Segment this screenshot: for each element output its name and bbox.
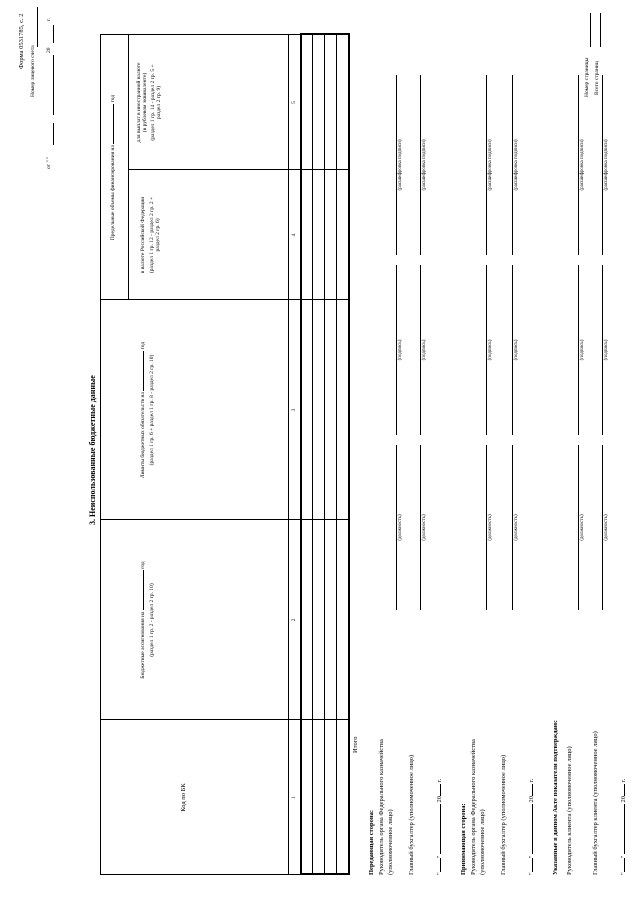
col-header-foreign: для выплат в иностранной валюте (в рублевом эквиваленте) (раздел 1 гр. 14 - раздел 2 гр. 5 + раздел 2 гр. 9) bbox=[136, 62, 162, 143]
receiving-title: Принимающая сторона: bbox=[460, 803, 467, 875]
receiving-head-label-b: (уполномоченное лицо) bbox=[479, 809, 486, 875]
receiving-head-signature-field[interactable] bbox=[486, 265, 487, 435]
total-label: Итого bbox=[352, 736, 359, 753]
date-month-field[interactable] bbox=[53, 55, 54, 115]
confirmation-head-position-field[interactable] bbox=[578, 445, 579, 610]
receiving-accountant-signature-field[interactable] bbox=[512, 265, 513, 435]
col-number-1: 1 bbox=[291, 796, 297, 799]
col-number-2: 2 bbox=[291, 618, 297, 622]
receiving-accountant-label: Главный бухгалтер (уполномоченное лицо) bbox=[500, 754, 507, 875]
date-year-prefix: 20 bbox=[46, 47, 52, 53]
group-header-financing: Предельные объемы финансирования на год bbox=[110, 94, 116, 241]
transferring-accountant-position-field[interactable] bbox=[420, 445, 421, 610]
form-number: Форма 0531785, с. 2 bbox=[18, 13, 25, 69]
receiving-head-position-field[interactable] bbox=[486, 445, 487, 610]
confirmation-accountant-decoding-field[interactable] bbox=[602, 75, 603, 255]
section-title: 3. Неиспользованные бюджетные данные bbox=[88, 375, 97, 525]
receiving-accountant-decoding-field[interactable] bbox=[512, 75, 513, 255]
confirmation-head-label: Руководитель клиента (уполномоченное лицо) bbox=[566, 746, 573, 875]
col-number-4: 4 bbox=[291, 233, 297, 237]
transferring-head-decoding-field[interactable] bbox=[396, 75, 397, 255]
col-header-rub: в валюте Российской Федерации (раздел 1 гр. 12 - раздел 2 гр. 2 + раздел 2 гр. 6) bbox=[140, 196, 161, 274]
transferring-head-signature-field[interactable] bbox=[396, 265, 397, 435]
date-day-field[interactable] bbox=[53, 123, 54, 145]
confirmation-accountant-signature-field[interactable] bbox=[602, 265, 603, 435]
col-number-3: 3 bbox=[291, 408, 297, 412]
transferring-accountant-signature-field[interactable] bbox=[420, 265, 421, 435]
confirmation-date: "" 20 г. bbox=[620, 778, 627, 875]
account-number-label: Номер лицевого счета bbox=[30, 45, 36, 97]
rotated-page: Форма 0531785, с. 2 Номер лицевого счета от " " 20 г. 3. Неиспользованные бюджетные данные Код по БК Бюджетные ассигнования на год (раздел 1 гр. 2 - раздел 2 гр. 10) Лимиты бюджетных обязательств на год (раздел 1 гр. 6 + раздел 1 гр. 8 - раздел 2 гр. 10) Предельные объемы финансирования на год в валюте Российской Федерации (раздел 1 гр. 12 - раздел 2 гр. 2 + раздел 2 гр. 6) для выплат в иностранной валюте (в рублевом эквиваленте) (раздел 1 гр. 14 - раздел 2 гр. 5 + раздел 2 гр. 9) 1 2 3 4 5 Итого Передающая сторона: Руководитель органа Федерального казначейства (уполномоченное лицо) (должность) (подпись) (расшифровка подписи) Главный бухгалтер (уполномоченное лицо) (должность) (подпись) (расшифровка подписи) "" 20 г. Принимающая сторона: Руководитель органа Федерального казначейства (уполномоченное лицо) (должность) (подпись) (расшифровка подписи) Главный бухгалтер (уполномоченное лицо) (должность) (подпись) (расшифровка подписи) "" 20 г. Указанные в данном Акте показатели подтверждаю: Руководитель клиента (уполномоченное лицо) (должность) (подпись) (расшифровка подписи) Главный бухгалтер клиента (уполномоченное лицо) (должность) (подпись) (расшифровка подписи) "" 20 г. Номер страницы Всего страниц bbox=[0, 0, 640, 905]
total-pages-label: Всего страниц bbox=[594, 61, 600, 95]
confirmation-head-signature-field[interactable] bbox=[578, 265, 579, 435]
date-from-label: от " " bbox=[46, 156, 52, 169]
confirmation-accountant-label: Главный бухгалтер клиента (уполномоченное лицо) bbox=[592, 731, 599, 875]
transferring-head-label-b: (уполномоченное лицо) bbox=[387, 809, 394, 875]
col-header-allocations: Бюджетные ассигнования на год (раздел 1 гр. 2 - раздел 2 гр. 10) bbox=[140, 561, 155, 679]
receiving-head-label: Руководитель органа Федерального казначейства bbox=[470, 739, 477, 875]
col-header-limits: Лимиты бюджетных обязательств на год (раздел 1 гр. 6 + раздел 1 гр. 8 - раздел 2 гр. 10) bbox=[140, 341, 155, 479]
receiving-date: "" 20 г. bbox=[528, 778, 535, 875]
transferring-head-position-field[interactable] bbox=[396, 445, 397, 610]
date-suffix: г. bbox=[46, 17, 52, 21]
transferring-date: "" 20 г. bbox=[436, 778, 443, 875]
col-number-5: 5 bbox=[291, 101, 297, 104]
account-number-field[interactable] bbox=[37, 7, 38, 47]
transferring-title: Передающая сторона: bbox=[368, 809, 375, 875]
confirmation-accountant-position-field[interactable] bbox=[602, 445, 603, 610]
receiving-accountant-position-field[interactable] bbox=[512, 445, 513, 610]
confirmation-head-decoding-field[interactable] bbox=[578, 75, 579, 255]
transferring-accountant-decoding-field[interactable] bbox=[420, 75, 421, 255]
transferring-head-label: Руководитель органа Федерального казначейства bbox=[378, 739, 385, 875]
page-number-field[interactable] bbox=[590, 13, 591, 47]
confirmation-title: Указанные в данном Акте показатели подтверждаю: bbox=[552, 720, 559, 875]
date-year-field[interactable] bbox=[53, 25, 54, 43]
col-header-bk-code: Код по БК bbox=[180, 783, 187, 812]
receiving-head-decoding-field[interactable] bbox=[486, 75, 487, 255]
total-pages-field[interactable] bbox=[600, 13, 601, 47]
transferring-accountant-label: Главный бухгалтер (уполномоченное лицо) bbox=[408, 754, 415, 875]
page-number-label: Номер страницы bbox=[584, 57, 590, 97]
